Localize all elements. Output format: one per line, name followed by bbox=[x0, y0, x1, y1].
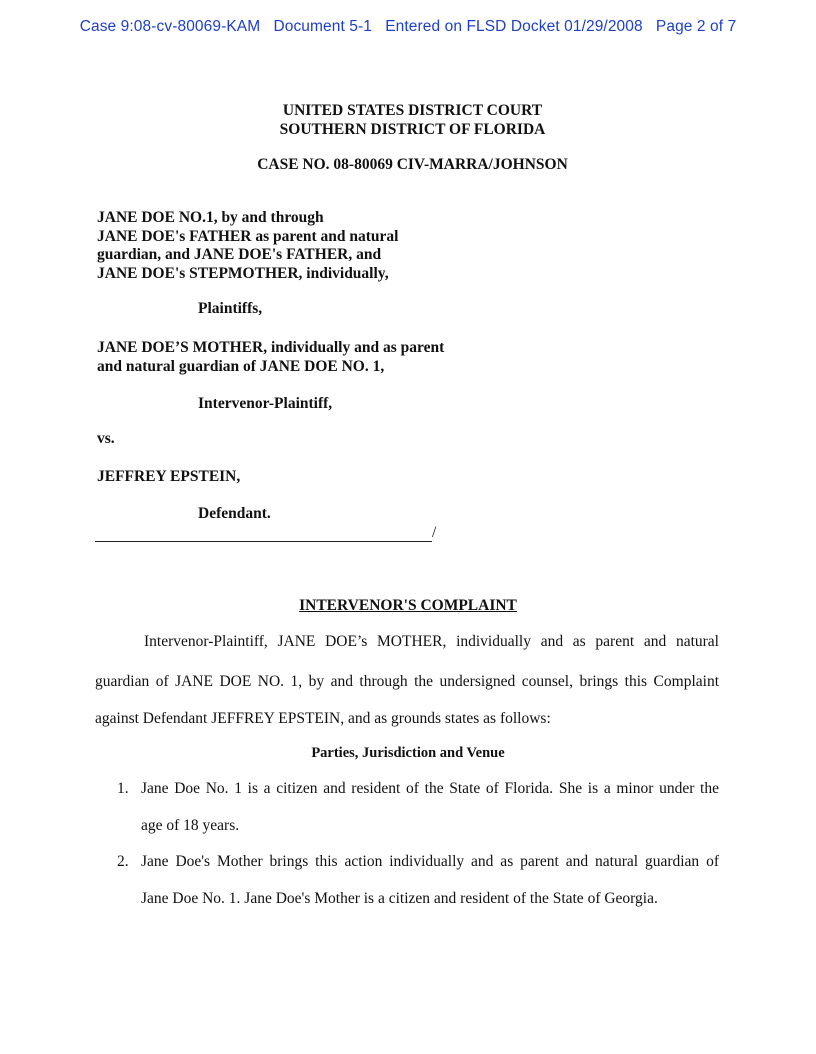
caption-line: JANE DOE's STEPMOTHER, individually, bbox=[97, 264, 389, 282]
plaintiffs-label: Plaintiffs, bbox=[198, 300, 263, 317]
case-number: CASE NO. 08-80069 CIV-MARRA/JOHNSON bbox=[257, 156, 568, 173]
intervenor-caption bbox=[97, 339, 444, 376]
defendant-label: Defendant. bbox=[198, 505, 271, 522]
caption-slash: / bbox=[432, 524, 437, 541]
caption-line: JANE DOE's FATHER as parent and natural bbox=[97, 227, 399, 245]
intro-line: Intervenor-Plaintiff, JANE DOE’s MOTHER, individually and as parent and natural bbox=[144, 633, 719, 650]
item-number: 1. bbox=[117, 780, 129, 797]
item-number: 2. bbox=[117, 853, 129, 870]
item-text: age of 18 years. bbox=[141, 817, 240, 834]
intro-line: against Defendant JEFFREY EPSTEIN, and as grounds states as follows: bbox=[95, 710, 551, 727]
intervenor-label: Intervenor-Plaintiff, bbox=[198, 395, 333, 412]
caption-line: JANE DOE NO.1, by and through bbox=[97, 209, 324, 226]
caption-line: guardian, and JANE DOE's FATHER, and bbox=[97, 246, 382, 263]
item-text: Jane Doe's Mother brings this action individually and as parent and natural guardian of bbox=[141, 853, 719, 870]
complaint-title: INTERVENOR'S COMPLAINT bbox=[299, 597, 517, 614]
court-name: UNITED STATES DISTRICT COURT bbox=[282, 102, 543, 119]
caption-line: JANE DOE’S MOTHER, individually and as parent bbox=[97, 339, 445, 356]
defendant-name: JEFFREY EPSTEIN, bbox=[97, 468, 241, 485]
plaintiff-caption bbox=[97, 209, 398, 283]
intro-line: guardian of JANE DOE NO. 1, by and through the undersigned counsel, brings this Complaint bbox=[95, 673, 719, 690]
section-heading: Parties, Jurisdiction and Venue bbox=[311, 745, 505, 761]
court-district: SOUTHERN DISTRICT OF FLORIDA bbox=[279, 121, 546, 138]
docket-stamp: Case 9:08-cv-80069-KAM Document 5-1 Entered on FLSD Docket 01/29/2008 Page 2 of 7 bbox=[79, 18, 737, 35]
caption-divider bbox=[95, 541, 432, 542]
versus-label: vs. bbox=[97, 430, 115, 447]
caption-line: and natural guardian of JANE DOE NO. 1, bbox=[97, 357, 385, 375]
item-text: Jane Doe No. 1 is a citizen and resident of the State of Florida. She is a minor under the bbox=[141, 780, 719, 797]
item-text: Jane Doe No. 1. Jane Doe's Mother is a citizen and resident of the State of Georgia. bbox=[141, 890, 658, 907]
